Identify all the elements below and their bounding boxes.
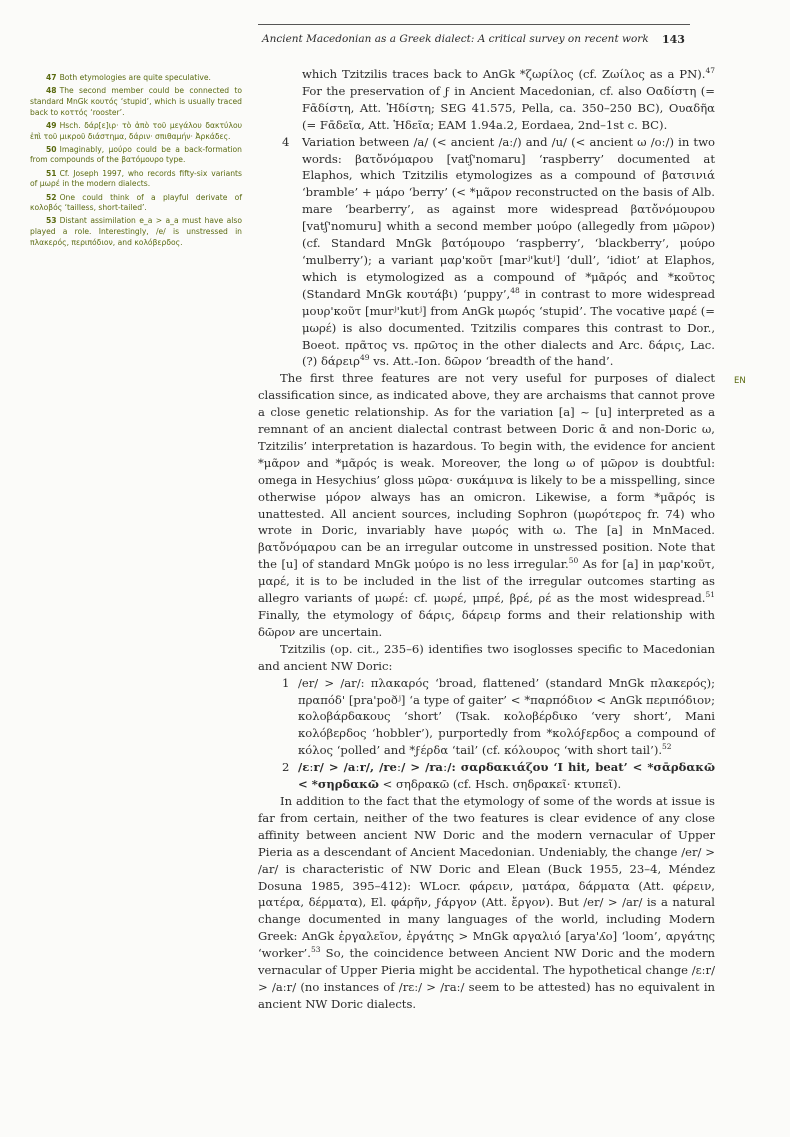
footnote-number: 50 [46,144,57,154]
text-run: which Tzitzilis traces back to AnGk *ζωρίλος (cf. Ζωίλος as a PN). [302,67,706,81]
text-run: For the preservation of ϝ in Ancient Macedonian, cf. also Οαδίστη (= Fᾱδίστη, Att. Ἡδίστη; SEG 41.575, Pella, ca. 350–250 BC), Ουαδῆα (= Fᾱδεῖα, Att. Ἡδεῖα; EAM 1.94a.2, Eordaea, 2nd–1st c. BC). [302,83,715,132]
footnote-ref[interactable]: 51 [705,590,715,600]
footnote-text: The second member could be connected to standard MnGk κουτός ‘stupid’, which is usually traced back to κοττός ‘rooster’. [30,86,242,117]
list-item-number: 4 [282,134,290,149]
footnote-text: Cf. Joseph 1997, who records fifty-six variants of μωρέ in the modern dialects. [30,168,242,189]
footnote [30,145,242,166]
footnote [30,73,242,84]
footnote-text: Both etymologies are quite speculative. [59,73,211,82]
page-number: 143 [662,33,685,46]
text-run: So, the coincidence between Ancient NW Doric and the modern vernacular of Upper Pieria might be accidental. The hypothetical change /ɛːr/ > /aːr/ (no instances of /rɛː/ > /raː/ seem to be attested) has no equivalent in ancient NW Doric dialects. [258,946,716,1011]
footnote [30,216,242,248]
item-continuation [302,66,715,134]
footnote-number: 48 [46,86,57,96]
text-run: < σηδρακῶ (cf. Hsch. σηδρακεῖ· κτυπεῖ). [382,777,622,792]
paragraph: Tzitzilis (op. cit., 235–6) identifies two isoglosses specific to Macedonian and ancient NW Doric: [258,641,715,673]
footnote-number: 51 [46,168,57,178]
footnote-number: 53 [46,216,57,226]
footnote [30,169,242,190]
header-rule [258,24,690,25]
text-run: The first three features are not very useful for purposes of dialect classification since, as indicated above, they are archaisms that cannot prove a close genetic relationship. As for the variation [a] ~ [u] interpreted as a remnant of an ancient dialectal contrast between Doric ᾱ and non-Doric ω, Tzitzilis’ interpretation is hazardous. To begin with, the evidence for ancient *μᾶρον and *μᾶρός is weak. Moreover, the long ω of μῶρον is doubtful: omega in Hesychius’ gloss μῶρα· συκάμινα is likely to be a misspelling, since otherwise μόρον always has an omicron. Likewise, a form *μᾶρός is unattested. All ancient sources, including Sophron (μωρότερος fr. 74) who wrote in Doric, invariably have μωρός with ω. The [a] in MnMaced. βατὄνόμαρου can be an irregular outcome in unstressed position. Note that the [u] of standard MnGk μούρο is no less irregular. [258,371,715,572]
main-text [258,66,715,1013]
footnotes-column [30,73,242,251]
text-run: Finally, the etymology of δάρις, δάρειρ forms and their relationship with δῶρον are uncertain. [258,608,715,639]
bold-text-run: /ɛːr/ > /aːr/, /reː/ > /raː/: σαρδακιάζου ‘I hit, beat’ < *σᾱρδακῶ < *σηρδακῶ [298,760,715,792]
footnote-ref[interactable]: 48 [510,285,520,295]
text-run: vs. Att.-Ion. δῶρον ‘breadth of the hand’. [373,354,614,369]
footnote-text: Distant assimilation e_a > a_a must have also played a role. Interestingly, /e/ is unstressed in πλακερός, περιπόδιον, and κολόβερδος. [30,216,242,247]
language-tag: EN [734,376,746,386]
footnote-ref[interactable]: 53 [310,945,321,955]
footnote-ref[interactable]: 47 [705,66,715,76]
footnote [30,193,242,214]
paragraph [258,370,715,641]
text-run: in contrast to more widespread μουρ'κοῦτ [murʲ'kutʲ] from AnGk μωρός ‘stupid’. The vocative μαρέ (= μωρέ) is also documented. Tzitzilis compares this contrast to Dor., Boeot. πρᾶτος vs. πρῶτος in the other dialects and Arc. δάρις, Lac. (?) δάρειρ [302,286,716,369]
footnote-text: One could think of a playful derivate of κολοβός ‘tailless, short-tailed’. [30,192,242,213]
footnote-ref[interactable]: 52 [662,742,672,752]
footnote-ref[interactable]: 49 [359,353,370,363]
isogloss-item-1 [282,675,715,760]
footnote-text: Imaginably, μούρο could be a back-formation from compounds of the βατόμουρο type. [30,144,242,165]
text-run: Variation between /a/ (< ancient /aː/) and /u/ (< ancient ω /oː/) in two words: βατὄνόμαρου [vatʃ'nomaru] ‘raspberry’ documented at Elaphos, which Tzitzilis etymologizes as a compound of βατσινιά ‘bramble’ + μάρο ‘berry’ (< *μᾶρον reconstructed on the basis of Alb. mare ‘bearberry’, as against more widespread βατὄνόμουρου [vatʃ'nomuru] whith a second member μούρο (allegedly from μῶρον) (cf. Standard MnGk βατόμουρο ‘raspberry’, ‘blackberry’, μούρο ‘mulberry’); a variant μαρ'κοῦτ [marʲ'kutʲ] ‘dull’, ‘idiot’ at Elaphos, which is etymologized as a compound of *μᾶρός and *κοῦτος (Standard MnGk κουτάβι) ‘puppy’, [302,134,715,301]
isogloss-item-2 [282,759,715,793]
text-run: In addition to the fact that the etymology of some of the words at issue is far from certain, neither of the two features is clear evidence of any close affinity between ancient NW Doric and the modern vernacular of Upper Pieria as a descendant of Ancient Macedonian. Undeniably, the change /er/ > /ar/ is characteristic of NW Doric and Elean (Buck 1955, 23–4, Méndez Dosuna 1985, 395–412): WLocr. φάρειν, ματάρα, δάρματα (Att. φέρειν, ματέρα, δέρματα), El. φάρῆν, ϝάργον (Att. ἔργον). But /er/ > /ar/ is a natural change documented in many languages of the world, including Modern Greek: AnGk ἐργαλεῖον, ἐργάτης > MnGk αργαλιό [arya'ʎo] ‘loom’, αργάτης ‘worker’. [258,793,715,961]
footnote-text: Hsch. δάρ[ε]ιρ· τὸ ἀπὸ τοῦ μεγάλου δακτύλου ἐπὶ τοῦ μικροῦ διάστημα, δάριν· σπιθαμήν· Ἀρκάδες. [30,120,242,141]
running-header-title: Ancient Macedonian as a Greek dialect: A critical survey on recent work [262,33,649,45]
footnote-number: 52 [46,192,57,202]
text-run: /er/ > /ar/: πλακαρός ‘broad, flattened’ (standard MnGk πλακερός); πραπόδ' [pra'poðʲ] ‘a type of gaiter’ < *παρπόδιον < AnGk περιπόδιον; κολοβάρδακους ‘short’ (Tsak. κολοβέρδικο ‘very short’, Mani κολόβερδος ‘hobbler’), purportedly from *κολόϝερδος a compound of κόλος ‘polled’ and *ϝέρδα ‘tail’ (cf. κόλουρος ‘with short tail’). [298,675,715,758]
footnote-ref[interactable]: 50 [568,556,579,566]
text-run: As for [a] in μαρ'κοῦτ, μαρέ, it is to be included in the list of the irregular outcomes starting as allegro variants of μωρέ: cf. μωρέ, μπρέ, βρέ, ρέ as the most widespread. [258,557,715,606]
list-item-number: 1 [282,675,290,690]
paragraph [258,793,715,1013]
list-item-number: 2 [282,760,290,775]
list-item-4 [282,134,716,371]
footnote-number: 49 [46,120,57,130]
footnote [30,86,242,118]
footnote [30,121,242,142]
footnote-number: 47 [46,73,57,82]
